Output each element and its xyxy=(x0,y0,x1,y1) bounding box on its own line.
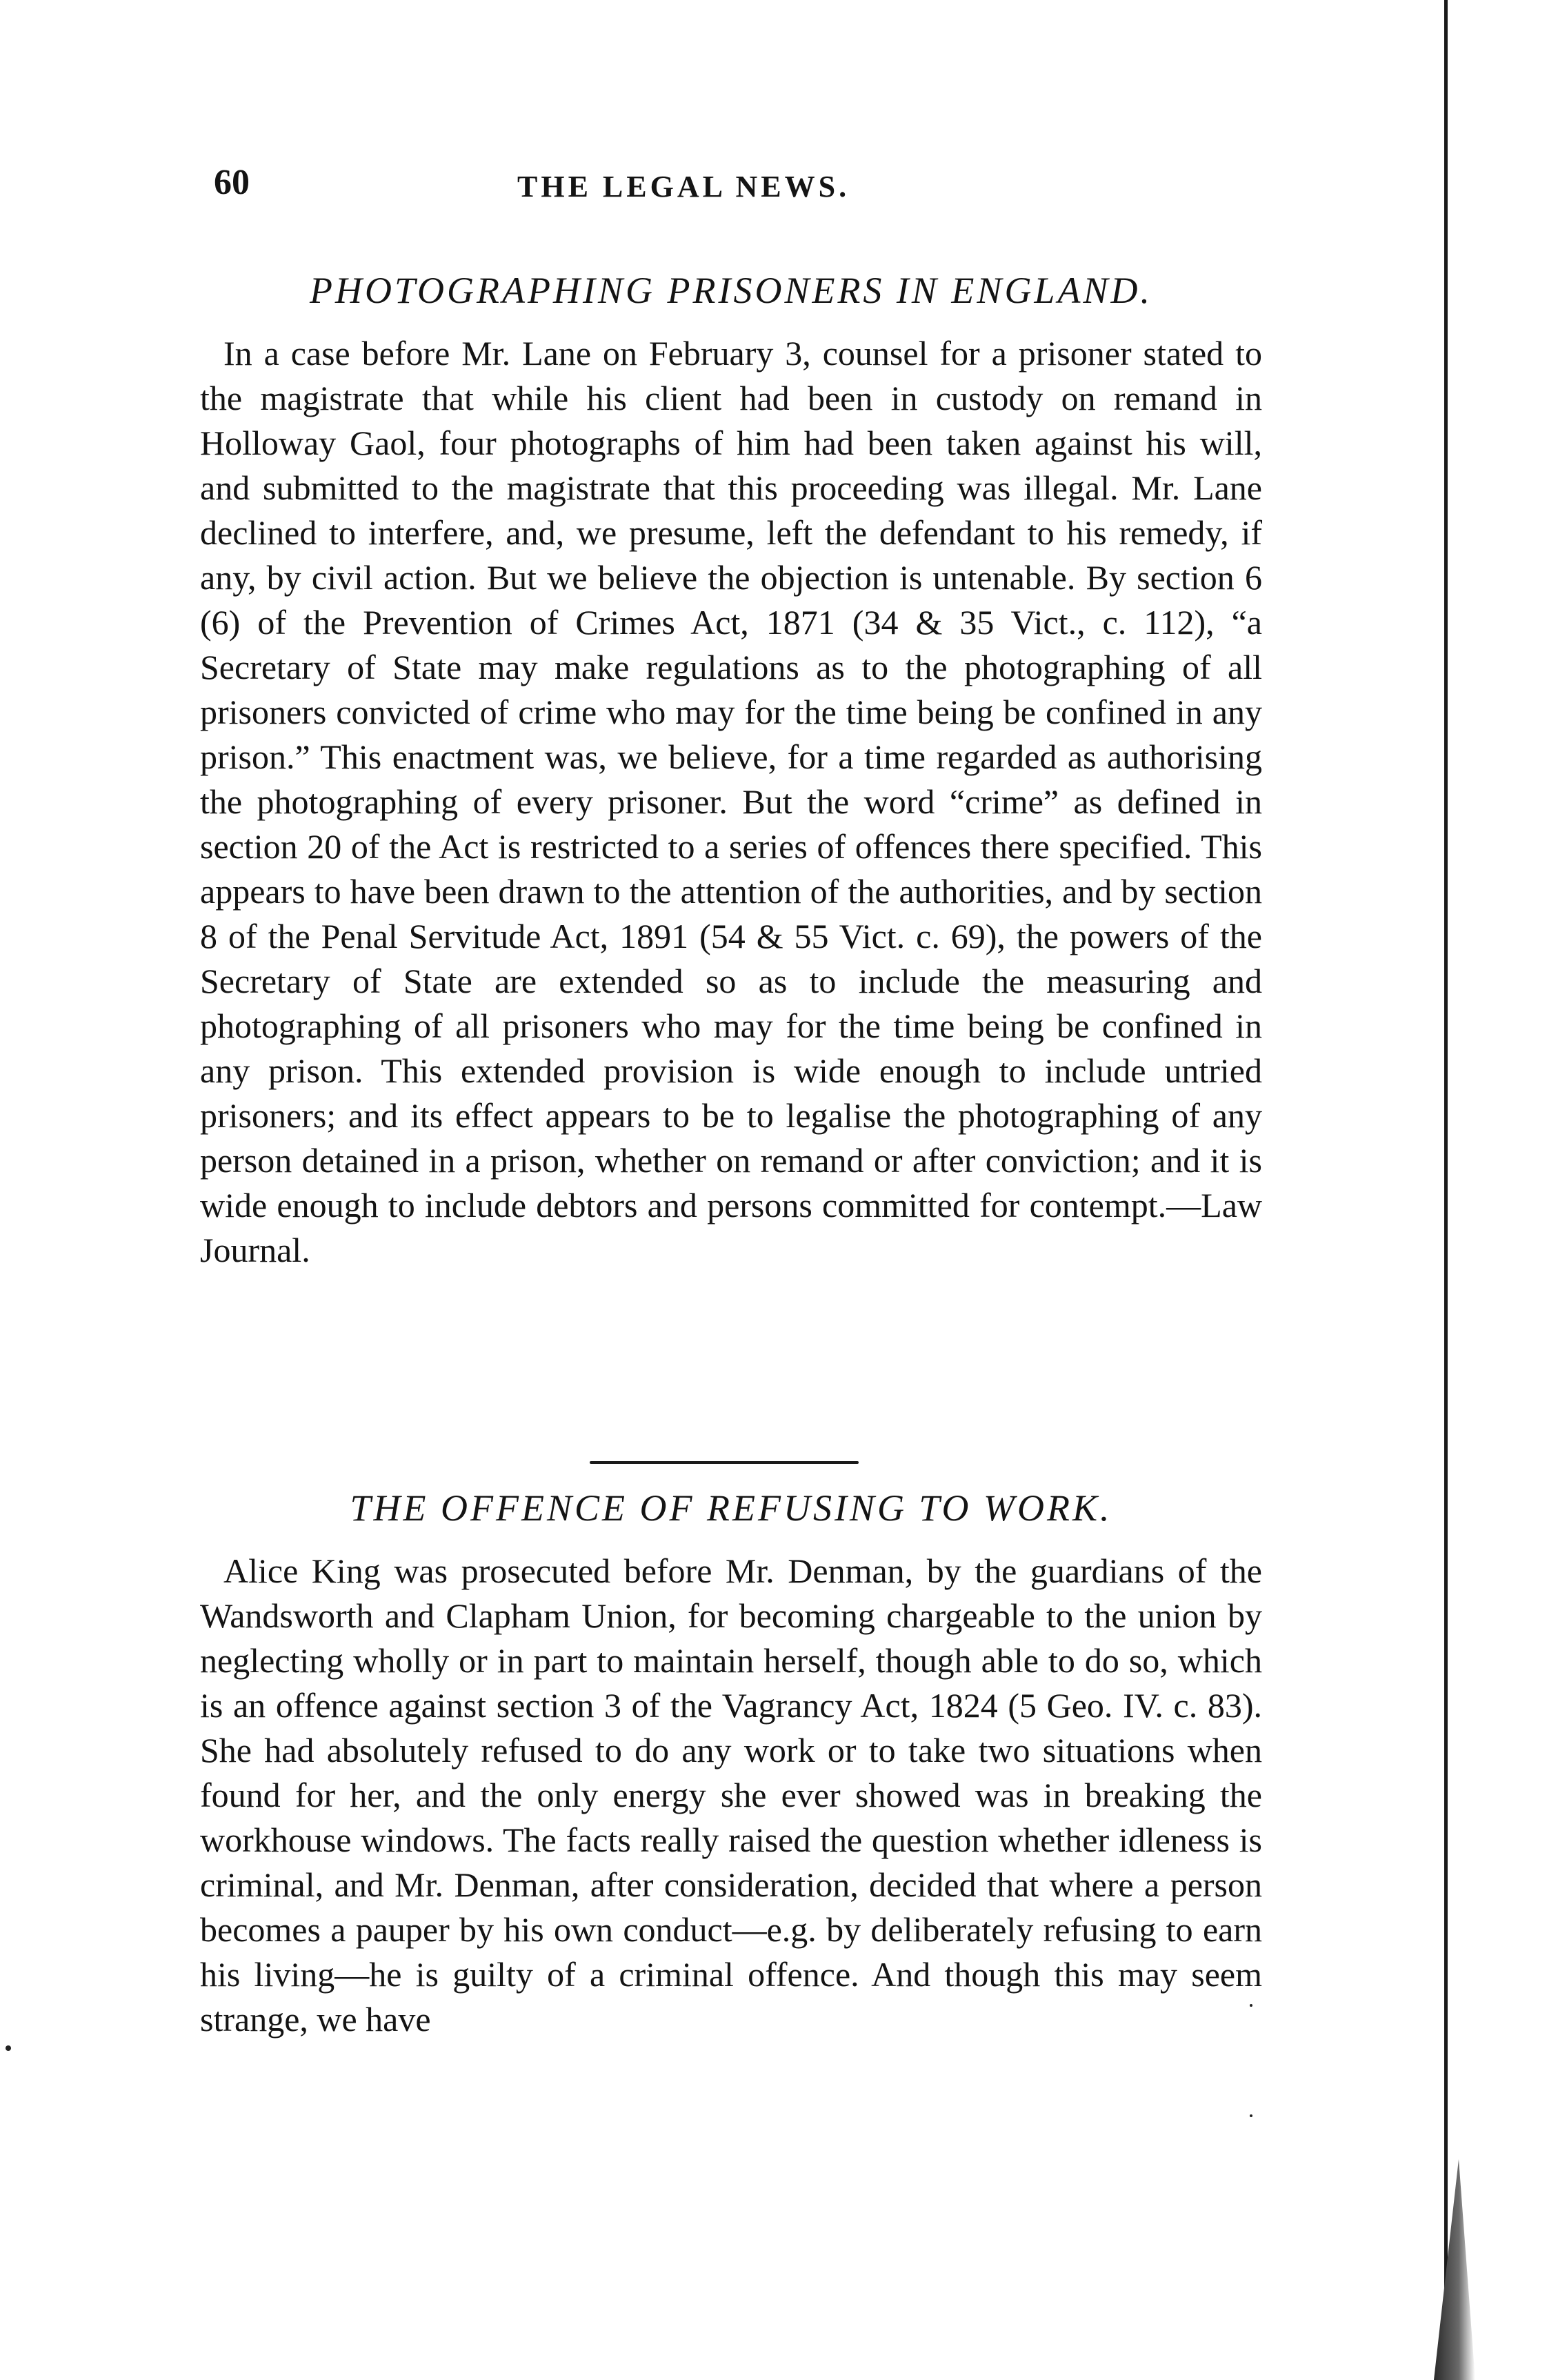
ink-speck xyxy=(6,2045,11,2051)
ink-speck xyxy=(1250,2114,1252,2117)
article-body: Alice King was prosecuted before Mr. Denman, by the guardians of the Wandsworth and Clapham Union, for becoming chargeable to the union by neglecting wholly or in part to maintain herself, though able to do so, which is an offence against section 3 of the Vagrancy Act, 1824 (5 Geo. IV. c. 83). She had absolutely refused to do any work or to take two situations when found for her, and the only energy she ever showed was in breaking the workhouse windows. The facts really raised the question whether idleness is criminal, and Mr. Denman, after consideration, decided that where a person becomes a pauper by his own conduct—e.g. by deliberately refusing to earn his living—he is guilty of a criminal offence. And though this may seem strange, we have xyxy=(200,1551,1262,2039)
page-number: 60 xyxy=(214,163,250,202)
binding-shadow xyxy=(1434,2159,1475,2380)
article-body: In a case before Mr. Lane on February 3, counsel for a prisoner stated to the magistrate that while his client had been in custody on remand in Holloway Gaol, four photographs of him had been taken against his will, and submitted to the magistrate that this proceeding was illegal. Mr. Lane declined to interfere, and, we presume, left the defendant to his remedy, if any, by civil action. But we believe the objection is untenable. By section 6 (6) of the Prevention of Crimes Act, 1871 (34 & 35 Vict., c. 112), “a Secretary of State may make regulations as to the photographing of all prisoners convicted of crime who may for the time being be confined in any prison.” This enactment was, we believe, for a time regarded as authorising the photographing of every prisoner. But the word “crime” as defined in section 20 of the Act is restricted to a series of offences there specified. This appears to have been drawn to the attention of the authorities, and by section 8 of the Penal Servitude Act, 1891 (54 & 55 Vict. c. 69), the powers of the Secretary of State are extended so as to include the measuring and photographing of all prisoners who may for the time being be confined in any prison. This extended provision is wide enough to include untried prisoners; and its effect appears to be to legalise the photographing of any person detained in a prison, whether on remand or after conviction; and it is wide enough to include debtors and persons committed for contempt.—Law Journal. xyxy=(200,334,1262,1269)
article-offence-refusing-work xyxy=(200,1487,1262,2042)
article-heading: PHOTOGRAPHING PRISONERS IN ENGLAND. xyxy=(310,270,1152,311)
ink-speck xyxy=(1250,2004,1252,2007)
article-heading: THE OFFENCE OF REFUSING TO WORK. xyxy=(350,1487,1112,1529)
article-photographing-prisoners xyxy=(200,269,1262,1273)
journal-title: THE LEGAL NEWS. xyxy=(517,170,850,204)
page-edge-line xyxy=(1444,0,1448,2380)
section-divider xyxy=(590,1461,859,1464)
running-head xyxy=(214,162,1262,217)
